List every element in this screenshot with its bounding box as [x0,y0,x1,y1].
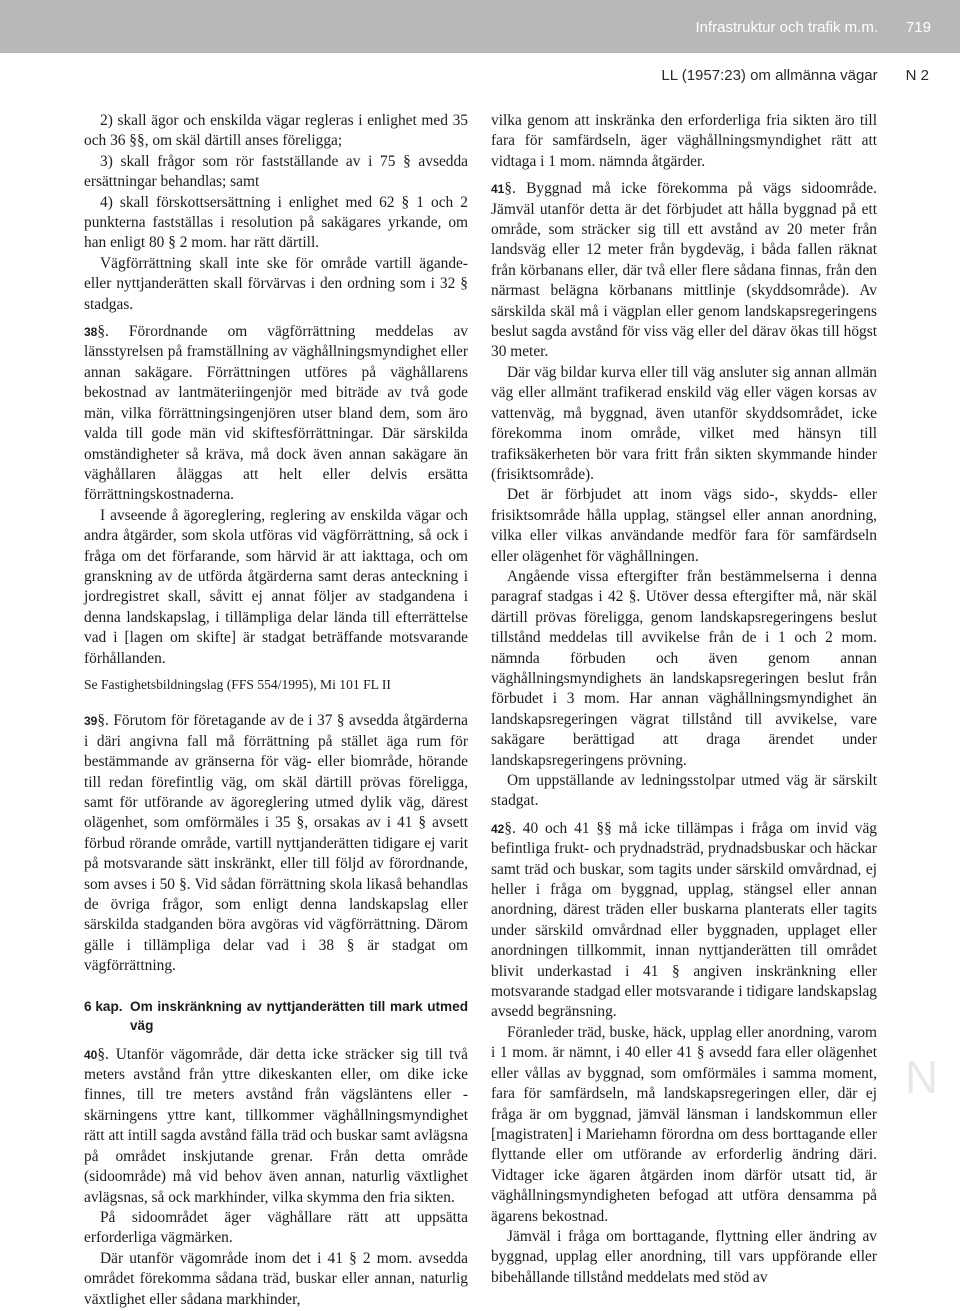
paragraph: Angående vissa eftergifter från bestämmelserna i denna paragraf stadgas i 42 §. Utöver dessa eftergifter må, när skäl därtill prövas föreligga, genom landskapsregeringens beslut tillstånd meddelas till avvikelse från de i 1 och 2 mom. nämnda förbuden och även genom annan väghållningsmyndighets än landskapsregeringen beslut från förbudet i 3 mom. Har annan väghållningsmyndighet än landskapsregeringen vägrat tillstånd till avvikelse, vare sakägare berättigad att draga ärendet under landskapsregeringens prövning. [491,567,877,769]
section-42 [491,819,877,1023]
paragraph: 2) skall ägor och enskilda vägar regleras i enlighet med 35 och 36 §§, om skäl därtill anses föreligga; [84,112,468,150]
paragraph: På sidoområdet äger väghållare rätt att uppsätta erforderliga vägmärken. [84,1208,468,1247]
paragraph: 3) skall frågor som rör fastställande av i 75 § avsedda ersättningar behandlas; samt [84,152,468,191]
paragraph: Jämväl i fråga om borttagande, flyttning eller ändring av byggnad, upplag eller anordning, till vars uppförande eller bibehållande tillstånd meddelats med stöd av [491,1227,877,1286]
section-text: §. Utanför vägområde, där detta icke sträcker sig till två meters avstånd från yttre dikeskanten eller, om dike icke finnes, till tre meters avstånd från vägsläntens eller -skärningens yttre kant, tillkommer väghållningsmyndighet rätt att intill sagda avstånd fälla träd och buskar samt avlägsna på området inskjutande grenar. Från detta område (sidoområde) må vid behov även annan, naturlig växtlighet avlägsnas, så ock markhinder, vilka skymma den fria sikten. [84,1045,468,1206]
paragraph: I avseende å ägoreglering, reglering av enskilda vägar och andra åtgärder, som skola utföras vid vägförrättning, så ock i fråga om det förfarande, som härvid är att iakttaga, och om granskning av de utförda åtgärderna samt deras anteckning i jordregistret skall, såvitt ej annat följer av stadgandena i denna landskapslag, i tillämpliga delar lända till efterrättelse vad i [lagen om skifte] är stadgat beträffande motsvarande förhållanden. [84,506,468,667]
paragraph: Där utanför vägområde inom det i 41 § 2 mom. avsedda området förekomma sådana träd, buskar eller annan, naturlig växtlighet eller sådana markhinder, [84,1249,468,1308]
section-38 [84,322,468,506]
section-text: §. 40 och 41 §§ må icke tillämpas i fråga om invid väg befintliga frukt- och prydnadsträd, prydnadsbuskar och häckar samt träd och buskar, som tagits under särskild omvårdnad, ej heller i fråga om byggnad, upplag, stängsel eller annan anordning, därest träden eller buskarna planterats eller tagits under särskild omvårdnad eller byggnaden, upplaget eller anordningen tillkommit, innan nyttjanderätten till området blivit underkastad i 41 § angiven inskränkning eller motsvarande stadgad eller motsvarande i tidigare landskapslag avsedd begränsning. [491,819,877,1021]
running-header-bar [0,0,960,53]
left-column [84,111,468,1310]
section-number: 39 [84,714,98,729]
section-number: 41 [491,182,505,197]
cross-reference: Se Fastighetsbildningslag (FFS 554/1995), Mi 101 FL II [84,676,391,692]
section-number: 40 [84,1047,98,1062]
paragraph: Vägförrättning skall inte ske för område vartill ägande- eller nyttjanderätten skall förvärvas i den ordning som i 32 § stadgas. [84,254,468,313]
section-text: §. Förutom för företagande av de i 37 § avsedda åtgärderna i däri angivna fall må förrättning på stället äga rum för bestämmande av gränserna för väg- eller biområde, hörande till redan förefintlig väg, om skäl därtill prövas föreligga, samt för utförande av ägoreglering utmed dylik väg, därest olägenhet, som omförmäles i 35 §, orsakas av i 41 § avsett förbud rörande område, vartill nyttjanderätten tidigare ej varit på motsvarande sätt inskränkt, eller till följd av förordnande, som avses i 50 §. Vid sådan förrättning skola likaså behandlas de övriga frågor, som enligt denna landskapslag eller särskilda stadganden böra avgöras vid vägförrättning. Därom gälle i tillämpliga delar vad i 38 § är stadgat om vägförrättning. [84,712,468,975]
paragraph: Om uppställande av ledningsstolpar utmed väg är särskilt stadgat. [491,772,877,810]
page-number: 719 [905,19,931,36]
section-40 [84,1045,468,1208]
law-reference: LL (1957:23) om allmänna vägar [661,67,878,84]
chapter-number: 6 kap. [84,998,123,1014]
paragraph: vilka genom att inskränka den erforderliga fria sikten äro till fara för samfärdseln, äger väghållningsmyndighet rätt att vidtaga i 1 mom. nämnda åtgärder. [491,112,877,170]
chapter-heading [84,997,468,1035]
margin-tab-letter: N [905,1051,939,1103]
section-text: §. Förordnande om vägförrättning meddelas av länsstyrelsen på framställning av väghållningsmyndighet eller annan sakägare. Förrättningen utföres på väghållarens bekostnad av lantmäteriingenjör med biträde av två gode män, vilka förrättningsingenjören utser bland dem, som äro valda till gode män vid skiftesförrättningar. Där särskilda omständigheter så kräva, må dock även annan sakägare än väghållaren åläggas att helt eller delvis ersätta förrättningskostnaderna. [84,323,468,504]
paragraph: Det är förbjudet att inom vägs sido-, skydds- eller frisiktsområde hålla upplag, stängsel eller annan anordning, vilka eller vilkas användande medför fara för samfärdseln eller olägenhet för väghållningen. [491,486,877,565]
chapter-title: Om inskränkning av nyttjanderätten till mark utmed väg [130,998,468,1033]
section-41 [491,179,877,363]
section-number: 42 [491,821,505,836]
section-39 [84,711,468,976]
right-column [491,111,877,1288]
section-title: Infrastruktur och trafik m.m. [695,19,878,36]
paragraph: Föranleder träd, buske, häck, upplag eller anordning, varom i 1 mom. är nämnt, i 40 eller 41 § avsedd fara eller olägenhet eller vållas av byggnad, som omförmäles i samma moment, fara för samfärdseln, må landskapsregeringen eller, där ej fråga är om byggnad, jämväl länsman i landskommun eller [magistraten] i Mariehamn förordna om dess borttagande eller flyttande eller om utförande av erforderlig ändring däri. Vidtager icke ägaren åtgärden inom därför utsatt tid, är väghållningsmyndigheten befogad att utföra densamma på ägarens bekostnad. [491,1023,877,1225]
section-text: §. Byggnad må icke förekomma på vägs sidoområde. Jämväl utanför detta är det förbjudet att hålla byggnad på ett område, som sträcker sig till ett avstånd av 20 meter från landsväg eller 12 meter från bygdeväg, i båda fallen räknat från körbanans eller, där två eller flere sådana finnas, från den närmast belägna körbanans mittlinje (skyddsområde). Av särskilda skäl må i vägplan eller genom landskapsregeringens beslut sagda avstånd för viss väg eller del därav ökas till högst 30 meter. [491,180,877,361]
section-number: 38 [84,325,98,340]
tab-label: N 2 [905,67,929,84]
law-reference-header [661,67,929,84]
paragraph: Där väg bildar kurva eller till väg ansluter sig annan allmän väg eller allmänt trafikerad enskild väg eller vägen korsas av vattenväg, må byggnad, även utanför skyddsområdet, icke förekomma inom område, vilket med hänsyn till trafiksäkerheten bör vara fritt från sikten skymmande hinder (frisiktsområde). [491,363,877,483]
paragraph: 4) skall förskottsersättning i enlighet med 62 § 1 och 2 punkterna fastställas i resolution på sakägares yrkande, om han enligt 80 § 2 mom. har rätt därtill. [84,193,468,252]
